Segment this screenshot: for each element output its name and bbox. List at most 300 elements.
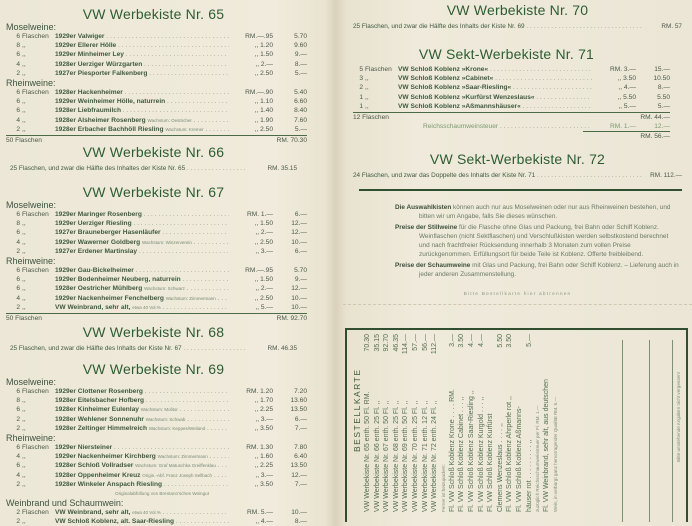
unit-price: RM.—.95	[245, 267, 273, 275]
card-price	[515, 334, 525, 362]
wine-name: 1928er Alsheimer Rosenberg Wachstum: Oestricher . . .	[55, 116, 229, 125]
unit-price: ,, 2.25	[254, 406, 273, 414]
divider	[359, 189, 682, 191]
row-total: 9.—	[294, 51, 307, 59]
unit-price: RM. 1.20	[246, 388, 273, 395]
group-label: Moselweine:	[6, 22, 57, 32]
card-brandy[interactable]: Fl. VW Weinbrand, sehr alt, aus deutschen	[543, 379, 551, 512]
table-row	[0, 508, 307, 517]
unit-price: ,, 1.50	[254, 51, 273, 59]
card-item: häuser rot . . . . . . . . . ,,	[525, 439, 533, 512]
sum-row	[6, 313, 307, 323]
qty: 8	[16, 220, 20, 228]
wine-name: 1928er Uerziger Würzgarten . . .	[55, 60, 229, 69]
table-row	[343, 74, 670, 83]
row-total: 6.—	[294, 211, 307, 218]
qty: 2	[16, 518, 20, 526]
card-box-list	[363, 334, 440, 512]
wine-note: Wachstum: Keppes/Weiland	[148, 425, 206, 431]
unit: ,,	[22, 415, 26, 423]
card-tax: zuzüglich Reichsschaumweinsteuer per Fl. RM. 1.—	[535, 405, 541, 512]
qty: 6	[16, 267, 20, 275]
qty: 6	[16, 406, 20, 414]
qty: 4	[16, 453, 20, 461]
table-row	[0, 238, 307, 247]
table-row	[0, 294, 307, 303]
wine-note: Origin.-Abf. Franz Joseph Sellbach	[142, 472, 213, 478]
unit-price: ,, 1.10	[254, 98, 273, 106]
card-line[interactable]	[430, 334, 440, 512]
unit: ,,	[22, 397, 26, 405]
card-item: VW Werbekiste Nr. 72 enth. 24 Fl. ,,	[431, 400, 439, 512]
card-brandy-2: Wein, in verbürgt ganz hervorragender Qualität RM. 5.—	[552, 396, 558, 512]
unit: ,,	[22, 220, 26, 228]
qty: 2	[16, 424, 20, 432]
group-label: Moselweine:	[6, 200, 57, 210]
qty: 6	[16, 98, 20, 106]
tax-row: Reichsschaumweinsteuer . . . RM. 1.— 12.—	[343, 122, 670, 131]
wine-name: 1929er Valwiger . . .	[55, 32, 229, 41]
card-price: 70.30	[364, 334, 371, 352]
card-item: VW Werbekiste Nr. 70 enth. 25 Fl. ,,	[411, 400, 419, 512]
card-price: 112.—	[431, 334, 439, 355]
unit: ,,	[365, 84, 369, 92]
card-line[interactable]	[401, 334, 411, 512]
qty: 5	[359, 66, 363, 73]
wine-note: etwa 40 Vol.%	[132, 510, 161, 516]
qty: 4	[16, 60, 20, 68]
section-line: 25 Flaschen, und zwar die Hälfte des Inhalts der Kiste Nr. 69 . . . RM. 57	[343, 22, 692, 31]
section-title: VW Werbekiste Nr. 67	[82, 184, 225, 200]
section-line	[0, 344, 307, 353]
unit-price: RM. 3.—	[609, 66, 636, 73]
card-line[interactable]	[477, 334, 487, 512]
card-item: Fl. VW Schloß Koblenz Kurgold . . . ,,	[477, 396, 485, 512]
card-reminder: Bitte umstehende Angaben nicht vergessen!	[676, 372, 681, 462]
card-line[interactable]	[457, 334, 467, 512]
card-line[interactable]	[505, 334, 515, 512]
unit-price: ,, 2.—	[255, 229, 273, 237]
group-label: Rheinweine:	[6, 256, 56, 267]
unit-price: ,, 4.—	[255, 518, 273, 526]
card-item: Fl. VW Schloß Koblenz Ahrperle rot ,,	[506, 396, 514, 512]
card-item: Clemens Wenzeslaus . . . . ,,	[496, 423, 504, 512]
table-row	[0, 97, 307, 106]
wine-name: 1928er Eitelsbacher Hofberg . . .	[55, 396, 229, 405]
section	[0, 144, 335, 173]
grand-total: RM. 56.—	[583, 131, 670, 141]
unit-price: ,, 1.60	[254, 453, 273, 461]
unit: ,,	[22, 247, 26, 255]
table-row	[0, 284, 307, 293]
table-row	[0, 266, 307, 275]
table-row	[0, 443, 307, 452]
unit: ,,	[22, 116, 26, 124]
unit: ,,	[22, 238, 26, 246]
unit-price: RM. 5.—	[246, 509, 273, 517]
left-page	[0, 0, 335, 526]
unit-price: ,, 1.20	[254, 42, 273, 50]
note-paragraph: Die Auswahlkisten können auch nur aus Moselweinen oder nur aus Rheinweinen bestehen, und bitten wir um Angabe, falls Sie dieses wünschen.	[395, 204, 671, 220]
unit: ,,	[22, 462, 26, 470]
qty: 1	[359, 93, 363, 101]
unit: Flaschen	[22, 509, 49, 517]
notes	[343, 203, 680, 281]
card-line[interactable]	[515, 334, 525, 512]
qty: 2	[16, 247, 20, 255]
card-line[interactable]	[392, 334, 402, 512]
card-price: 4.—	[467, 334, 475, 347]
qty: 2	[16, 303, 20, 311]
row-total: 6.40	[294, 453, 307, 461]
card-price: 35.15	[373, 334, 381, 352]
qty: 2	[16, 415, 20, 423]
order-card-content	[345, 328, 688, 522]
group-label: Rheinweine:	[6, 433, 56, 444]
wine-name: 1928er Oestricher Mühlberg Wachstum: Schwarz . . .	[55, 284, 229, 293]
card-price: 92.70	[383, 334, 391, 352]
wine-name: 1928er Zeltinger Himmelreich Wachstum: Keppes/Weiland . . .	[55, 424, 229, 433]
card-price: 57.—	[411, 334, 419, 351]
table-row	[0, 424, 307, 433]
section	[0, 361, 335, 526]
qty: 4	[16, 471, 20, 479]
wine-note: etwa 40 Vol.%	[132, 304, 161, 310]
row-total: 10.—	[291, 238, 307, 246]
unit: Flaschen	[22, 211, 49, 218]
qty: 1	[359, 102, 363, 110]
card-item: Fl. VW Schloß Koblenz Aßmanns-	[515, 406, 523, 512]
qty: 6	[16, 89, 20, 97]
wine-name: 1929er Weinheimer Hölle, naturrein . . .	[55, 97, 229, 106]
unit: ,,	[22, 107, 26, 115]
qty: 2	[16, 125, 20, 133]
card-item: Fl. VW Schloß Koblenz Cabinet . . . ,,	[458, 396, 466, 512]
footnote: Originalabfüllung von Brentano'sches Weingut	[115, 491, 210, 497]
table-row	[0, 396, 307, 405]
card-price	[486, 334, 496, 362]
qty: 8	[16, 42, 20, 50]
row-total: 13.60	[290, 397, 307, 405]
unit-price: ,, 2.—	[255, 285, 273, 293]
wine-note: Wachstum: Winzerverein	[141, 239, 192, 245]
card-price: 3.50	[458, 334, 466, 348]
qty: 3	[359, 75, 363, 83]
row-total: 12.—	[291, 229, 307, 237]
wine-name: 1929er Minheimer Ley . . .	[55, 50, 229, 59]
unit-price: ,, 1.50	[254, 220, 273, 228]
wine-name: 1929er Ellerer Hölle . . .	[55, 41, 229, 50]
unit-price: ,, 3.—	[255, 415, 273, 423]
table-row	[343, 83, 670, 92]
wine-name: 1929er Bodenheimer Neuberg, naturrein . . .	[55, 275, 229, 284]
table-row	[0, 210, 307, 219]
row-total: 10.—	[291, 294, 307, 302]
unit: ,,	[365, 75, 369, 83]
card-line[interactable]	[411, 334, 421, 512]
section-title: VW Werbekiste Nr. 69	[82, 361, 225, 377]
wine-name: VW Schloß Koblenz »Krone« . . .	[398, 65, 592, 74]
unit-price: ,, 2.50	[254, 238, 273, 246]
group-label: Moselweine:	[6, 377, 57, 387]
wine-name: 1928er Liebfraumilch . . .	[55, 106, 229, 115]
unit: ,,	[22, 125, 26, 133]
unit-price: ,, 1.70	[254, 397, 273, 405]
card-item: VW Werbekiste Nr. 69 enth. 50 Fl. ,,	[402, 400, 410, 512]
wine-note: Wachstum: Graf Matuschka Greiffenklau	[135, 463, 216, 469]
section-title: VW Sekt-Werbekiste Nr. 72	[429, 151, 606, 167]
unit-price: ,, 3.50	[617, 75, 636, 83]
table-row	[0, 247, 307, 256]
table-row	[0, 88, 307, 97]
unit-price: ,, 2.—	[255, 60, 273, 68]
wine-note: Wachstum: Zimmermann	[165, 295, 216, 301]
section-title: VW Sekt-Werbekiste Nr. 71	[418, 46, 595, 62]
qty: 2	[16, 509, 20, 517]
unit: ,,	[22, 303, 26, 311]
qty: 4	[16, 238, 20, 246]
unit: Flaschen	[22, 89, 49, 97]
row-total: 5.50	[657, 93, 670, 101]
unit: Flaschen	[22, 388, 49, 395]
unit-price: RM. 1.—	[246, 211, 273, 218]
table-row	[0, 106, 307, 115]
qty: 4	[16, 116, 20, 124]
section	[0, 6, 335, 145]
wine-name: 1928er Oppenheimer Kreuz Origin.-Abf. Franz Joseph Sellbach . . .	[55, 471, 229, 480]
wine-name: 1929er Nackenheimer Fenchelberg Wachstum: Zimmermann . . .	[55, 294, 229, 303]
wine-name: 1928er Erbacher Bachhöll Riesling Wachstum: Kremer . . .	[55, 125, 229, 134]
row-total: 5.—	[294, 69, 307, 77]
detach-hint: Bitte Bestellkarte hier abtrennen	[463, 292, 572, 297]
section-line: 24 Flaschen, und zwar das Doppelte des Inhalts der Kiste Nr. 71 . . . RM. 112.—	[343, 171, 692, 180]
unit: ,,	[22, 285, 26, 293]
card-item: Fl. VW Schloß Koblenz Kurfürst	[487, 413, 495, 512]
qty: 6	[16, 462, 20, 470]
row-total: 13.50	[290, 462, 307, 470]
unit-price: ,, 3.—	[255, 471, 273, 479]
wine-name: 1929er Wawerner Goldberg Wachstum: Winzerverein . . .	[55, 238, 229, 247]
table-row	[0, 405, 307, 414]
sum-value: RM. 70.30	[276, 137, 307, 145]
wine-name: 1928er Hackenheimer . . .	[55, 88, 229, 97]
unit-price: ,, 3.50	[254, 424, 273, 432]
unit-price: ,, 2.50	[254, 294, 273, 302]
row-total: 9.60	[294, 42, 307, 50]
table-row	[0, 461, 307, 470]
wine-note: Wachstum: Oestricher	[147, 117, 192, 123]
table-row	[0, 415, 307, 424]
unit: ,,	[22, 518, 26, 526]
card-line[interactable]	[486, 334, 496, 512]
unit-price: ,, 1.40	[254, 107, 273, 115]
wine-name: VW Weinbrand, sehr alt, etwa 40 Vol.% . . .	[55, 303, 229, 312]
wine-name: VW Schloß Koblenz »Saar-Riesling« . . .	[398, 83, 592, 92]
table-row	[0, 116, 307, 125]
group-label: Weinbrand und Schaumwein:	[6, 498, 124, 509]
qty: 2	[16, 69, 20, 77]
unit-price: ,, 1.50	[254, 276, 273, 284]
row-total: 7.60	[294, 116, 307, 124]
card-price: 5.50	[496, 334, 504, 348]
unit: Flaschen	[22, 444, 49, 452]
wine-name: 1929er Gau-Bickelheimer . . .	[55, 266, 229, 275]
row-total: 8.40	[294, 107, 307, 115]
card-line[interactable]	[496, 334, 506, 512]
card-price: 3.50	[506, 334, 514, 348]
unit: ,,	[365, 93, 369, 101]
row-total: 5.—	[294, 125, 307, 133]
row-list	[343, 65, 670, 111]
section-kiste-72	[343, 151, 692, 180]
wine-name: VW Weinbrand, sehr alt, etwa 40 Vol.% . . .	[55, 508, 229, 517]
card-item: VW Werbekiste Nr. 68 enth. 25 Fl. ,,	[392, 400, 400, 512]
wine-name: 1927er Piesporter Falkenberg . . .	[55, 69, 229, 78]
row-total: 6.—	[294, 415, 307, 423]
wine-name: 1927er Erdener Martinslay . . .	[55, 247, 229, 256]
card-price: 5.—	[525, 334, 533, 347]
card-item: VW Werbekiste Nr. 65 enth. 50 Fl. RM.	[364, 391, 371, 512]
row-total: 12.—	[291, 471, 307, 479]
qty: 6	[16, 388, 20, 395]
unit: ,,	[22, 98, 26, 106]
qty: 2	[359, 84, 363, 92]
card-line[interactable]	[448, 334, 458, 512]
note-heading: Preise der Schaumweine	[395, 262, 471, 269]
wine-name: 1928er Schloß Vollradser Wachstum: Graf Matuschka Greiffenklau . . .	[55, 461, 229, 470]
wine-name: 1928er Winkeler Anspach Riesling . . .	[55, 480, 229, 489]
row-total: 8.—	[294, 60, 307, 68]
section-kiste-70	[343, 2, 692, 31]
unit: ,,	[22, 294, 26, 302]
unit-price: RM.—.95	[245, 33, 273, 40]
card-line[interactable]	[467, 334, 477, 512]
section-title: VW Werbekiste Nr. 65	[82, 6, 225, 22]
unit: ,,	[22, 424, 26, 432]
row-total: 5.40	[294, 89, 307, 97]
unit-price: ,, 5.—	[255, 303, 273, 311]
wine-name: 1928er Kinheimer Eulenlay Wachstum: Molitor . . .	[55, 405, 229, 414]
wine-name: VW Schloß Koblenz »Aßmannshäuser« . . .	[398, 102, 592, 111]
unit: Flaschen	[22, 267, 49, 275]
line-text: 25 Flaschen, und zwar die Hälfte des Inhaltes der Kiste Nr. 65 . . .	[10, 164, 247, 173]
unit-price: ,, 3.—	[255, 247, 273, 255]
row-total: 8.—	[294, 518, 307, 526]
table-row	[0, 471, 307, 480]
note-paragraph: Preise der Stillweine für die Flasche ohne Glas und Packung, frei Bahn oder Schiff Koblenz. Weinflaschen (nicht Sektflaschen) und Verschlußkisten werden selbstkostend berechnet und nach frachtfreier Rücksendung innerhalb 3 Monaten zum vollen Preise zurückgenommen. Erfüllungsort für beide Teile ist Koblenz. Offerte freibleibend.	[395, 224, 669, 258]
wine-note: Wachstum: Molitor	[140, 407, 178, 413]
qty: 6	[16, 276, 20, 284]
table-row	[0, 387, 307, 396]
unit: ,,	[22, 480, 26, 488]
card-line[interactable]	[382, 334, 392, 512]
qty: 4	[16, 294, 20, 302]
card-price: 3.—	[448, 334, 456, 347]
card-extra-list	[448, 334, 534, 512]
table-row	[0, 275, 307, 284]
sum-label: 50 Flaschen	[6, 315, 42, 323]
wine-note: Wachstum: Schwarz	[144, 286, 185, 292]
unit: Flaschen	[22, 33, 49, 40]
card-title: BESTELLKARTE	[352, 368, 362, 452]
card-item: VW Werbekiste Nr. 66 enth. 25 Fl. ,,	[373, 400, 381, 512]
card-price: 46.35	[392, 334, 400, 352]
unit-price: ,, 1.90	[254, 116, 273, 124]
unit-price: RM.—.90	[245, 89, 273, 97]
qty: 6	[16, 211, 20, 218]
row-total: 7.—	[294, 424, 307, 432]
table-row	[343, 93, 670, 102]
row-total: 15.—	[654, 66, 670, 73]
wine-note: Wachstum: Schwab	[145, 416, 186, 422]
wine-note: Wachstum: Zimmermann	[157, 454, 208, 460]
wine-name: 1929er Uerziger Riesling . . .	[55, 219, 229, 228]
unit-price: ,, 5.—	[618, 102, 636, 110]
card-price: 114.—	[402, 334, 410, 355]
table-row	[0, 32, 307, 41]
section	[0, 184, 335, 323]
unit-price: ,, 4.—	[618, 84, 636, 92]
qty: 6	[16, 107, 20, 115]
qty: 8	[16, 397, 20, 405]
qty: 6	[16, 285, 20, 293]
unit: ,,	[22, 276, 26, 284]
note-paragraph: Preise der Schaumweine mit Glas und Packung, frei Bahn oder Schiff Koblenz. – Lieferung auch in jeder anderen Zusammenstellung.	[395, 262, 679, 278]
card-line[interactable]	[525, 334, 535, 512]
table-row	[0, 228, 307, 237]
card-line[interactable]	[373, 334, 383, 512]
table-row	[0, 303, 307, 312]
card-line[interactable]	[421, 334, 431, 512]
card-item: VW Werbekiste Nr. 71 enth. 12 Fl. ,,	[421, 400, 429, 512]
table-row	[0, 219, 307, 228]
row-total: 8.—	[657, 84, 670, 92]
card-item: Fl. VW Schloß Koblenz Krone . . . . RM.	[448, 389, 456, 512]
section-kiste-71	[343, 46, 692, 141]
note-heading: Preise der Stillweine	[395, 224, 458, 231]
wine-name: 1929er Niersteiner . . .	[55, 443, 229, 452]
wine-name: 1929er Clottener Rosenberg . . .	[55, 387, 229, 396]
qty: 6	[16, 444, 20, 452]
row-total: 7.—	[294, 480, 307, 488]
card-ferner: Ferner ist beizupacken:	[440, 464, 446, 512]
wine-name: VW Schloß Koblenz »Cabinet« . . .	[398, 74, 592, 83]
section-title: VW Werbekiste Nr. 68	[82, 324, 225, 340]
unit-price: RM. 1.30	[246, 444, 273, 452]
section	[0, 324, 335, 353]
table-row	[0, 452, 307, 461]
table-row	[0, 69, 307, 78]
card-line[interactable]	[363, 334, 373, 512]
wine-name: 1928er Wehlener Sonnenuhr Wachstum: Schwab . . .	[55, 415, 229, 424]
section-title: VW Werbekiste Nr. 66	[82, 144, 225, 160]
wine-name: VW Schloß Koblenz »Kurfürst Wenzeslaus« . . .	[398, 93, 592, 102]
row-total: 10.—	[291, 303, 307, 311]
sum-value: RM. 92.70	[276, 315, 307, 323]
note-heading: Die Auswahlkisten	[395, 204, 452, 211]
sum-row: 12 Flaschen RM. 44.—	[353, 114, 670, 122]
row-total: 10.50	[653, 75, 670, 83]
wine-note: Wachstum: Kremer	[165, 126, 204, 132]
unit-price: ,, 5.50	[617, 93, 636, 101]
row-total: 5.—	[657, 102, 670, 110]
line-price: RM. 46.35	[267, 345, 297, 352]
section-line	[0, 164, 307, 173]
unit-price: ,, 2.50	[254, 69, 273, 77]
table-row	[0, 125, 307, 134]
table-row	[0, 480, 307, 489]
group-label: Rheinweine:	[6, 78, 56, 89]
